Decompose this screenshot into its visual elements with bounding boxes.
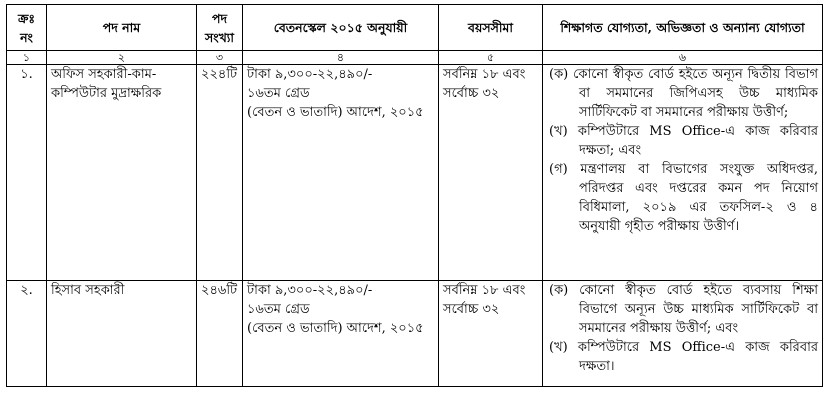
pay-grade: ১৬তম গ্রেড — [247, 86, 310, 101]
age-limit: সর্বনিম্ন ১৮ এবং সর্বোচ্চ ৩২ — [439, 65, 543, 281]
column-number: ১ — [7, 51, 47, 65]
serial-number: ১. — [7, 65, 47, 281]
header-qualification: শিক্ষাগত যোগ্যতা, অভিজ্ঞতা ও অন্যান্য যোগ্যতা — [543, 5, 823, 51]
pay-amount: টাকা ৯,৩০০-২২,৪৯০/- — [247, 67, 373, 82]
column-number: ৩ — [197, 51, 243, 65]
table-row — [7, 65, 823, 281]
post-count: ২৪৬টি — [197, 281, 243, 387]
pay-scale — [243, 65, 439, 281]
pay-amount: টাকা ৯,৩০০-২২,৪৯০/- — [247, 283, 373, 298]
column-number: ৫ — [439, 51, 543, 65]
recruitment-table — [6, 4, 823, 387]
post-count: ২২৪টি — [197, 65, 243, 281]
header-post-name: পদ নাম — [47, 5, 197, 51]
column-number-row — [7, 51, 823, 65]
post-name: অফিস সহকারী-কাম-কম্পিউটার মুদ্রাক্ষরিক — [47, 65, 197, 281]
table-row — [7, 281, 823, 387]
post-name: হিসাব সহকারী — [47, 281, 197, 387]
pay-grade: ১৬তম গ্রেড — [247, 302, 310, 317]
qualification-item: (গ) মন্ত্রণালয় বা বিভাগের সংযুক্ত অধিদপ্তর, পরিদপ্তর এবং দপ্তরের কমন পদ নিয়োগ বিধিমালা, ২০১৯ এর তফসিল-২ ও ৪ অনুযায়ী গৃহীত পরীক্ষায় উত্তীর্ণ। — [549, 162, 818, 234]
column-number: ৪ — [243, 51, 439, 65]
header-pay-scale: বেতনস্কেল ২০১৫ অনুযায়ী — [243, 5, 439, 51]
pay-scale — [243, 281, 439, 387]
serial-number: ২. — [7, 281, 47, 387]
header-post-count: পদ সংখ্যা — [197, 5, 243, 51]
column-number: ২ — [47, 51, 197, 65]
qualification — [543, 281, 823, 387]
header-row — [7, 5, 823, 51]
header-serial: ক্রঃ নং — [7, 5, 47, 51]
qualification-item: (ক) কোনো স্বীকৃত বোর্ড হইতে অন্যূন দ্বিতীয় বিভাগ বা সমমানের জিপিএসহ উচ্চ মাধ্যমিক সার্টিফিকেট বা সমমানের পরীক্ষায় উত্তীর্ণ; — [549, 67, 818, 120]
pay-order: (বেতন ও ভাতাদি) আদেশ, ২০১৫ — [247, 105, 424, 120]
qualification-item: (খ) কম্পিউটারে MS Office-এ কাজ করিবার দক্ষতা। — [549, 340, 818, 374]
qualification — [543, 65, 823, 281]
header-age-limit: বয়সসীমা — [439, 5, 543, 51]
qualification-item: (খ) কম্পিউটারে MS Office-এ কাজ করিবার দক্ষতা; এবং — [549, 124, 818, 158]
column-number: ৬ — [543, 51, 823, 65]
pay-order: (বেতন ও ভাতাদি) আদেশ, ২০১৫ — [247, 321, 424, 336]
age-limit: সর্বনিম্ন ১৮ এবং সর্বোচ্চ ৩২ — [439, 281, 543, 387]
qualification-item: (ক) কোনো স্বীকৃত বোর্ড হইতে ব্যবসায় শিক্ষা বিভাগে অন্যূন উচ্চ মাধ্যমিক সার্টিফিকেট বা সমমানের পরীক্ষায় উত্তীর্ণ; এবং — [549, 283, 818, 336]
